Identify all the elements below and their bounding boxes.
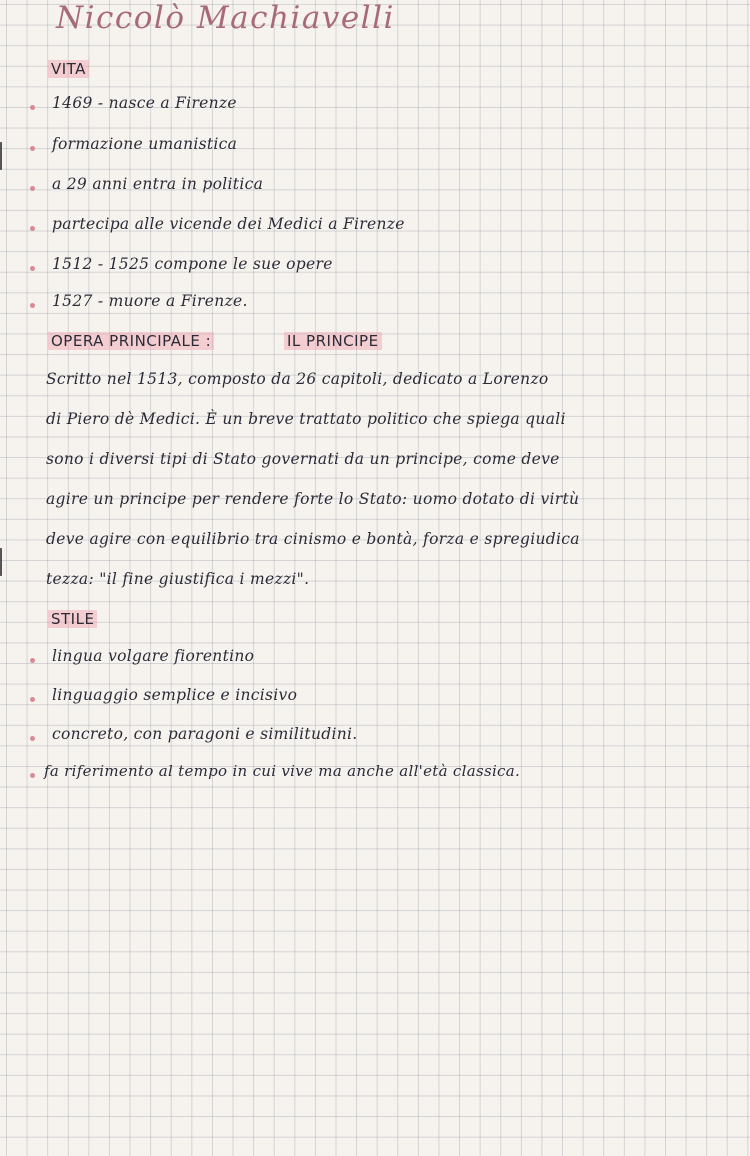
opera-line-6: tezza: "il fine giustifica i mezzi". bbox=[46, 570, 310, 588]
vita-item-2: formazione umanistica bbox=[52, 135, 238, 153]
opera-line-1: Scritto nel 1513, composto da 26 capitoli, dedicato a Lorenzo bbox=[46, 370, 549, 388]
section-heading-stile: STILE bbox=[48, 610, 97, 628]
opera-line-4: agire un principe per rendere forte lo Stato: uomo dotato di virtù bbox=[46, 490, 580, 508]
bullet bbox=[30, 146, 35, 151]
vita-item-5: 1512 - 1525 compone le sue opere bbox=[52, 255, 333, 273]
opera-title: IL PRINCIPE bbox=[284, 332, 382, 350]
section-heading-opera: OPERA PRINCIPALE : bbox=[48, 332, 214, 350]
vita-item-1: 1469 - nasce a Firenze bbox=[52, 94, 237, 112]
bullet bbox=[30, 658, 35, 663]
bullet bbox=[30, 736, 35, 741]
stile-item-2: linguaggio semplice e incisivo bbox=[52, 686, 298, 704]
margin-mark bbox=[0, 142, 8, 170]
margin-mark bbox=[0, 548, 8, 576]
section-heading-vita: VITA bbox=[48, 60, 89, 78]
vita-item-3: a 29 anni entra in politica bbox=[52, 175, 264, 193]
vita-item-6: 1527 - muore a Firenze. bbox=[52, 292, 248, 310]
bullet bbox=[30, 266, 35, 271]
bullet bbox=[30, 226, 35, 231]
opera-line-5: deve agire con equilibrio tra cinismo e bontà, forza e spregiudica bbox=[46, 530, 580, 548]
bullet bbox=[30, 105, 35, 110]
vita-item-4: partecipa alle vicende dei Medici a Firenze bbox=[52, 215, 405, 233]
bullet bbox=[30, 303, 35, 308]
stile-item-4: fa riferimento al tempo in cui vive ma anche all'età classica. bbox=[44, 762, 521, 780]
bullet bbox=[30, 773, 35, 778]
page-title: Niccolò Machiavelli bbox=[56, 0, 395, 36]
opera-line-3: sono i diversi tipi di Stato governati da un principe, come deve bbox=[46, 450, 560, 468]
bullet bbox=[30, 186, 35, 191]
opera-line-2: di Piero dè Medici. È un breve trattato politico che spiega quali bbox=[46, 410, 566, 428]
stile-item-1: lingua volgare fiorentino bbox=[52, 647, 255, 665]
stile-item-3: concreto, con paragoni e similitudini. bbox=[52, 725, 358, 743]
bullet bbox=[30, 697, 35, 702]
